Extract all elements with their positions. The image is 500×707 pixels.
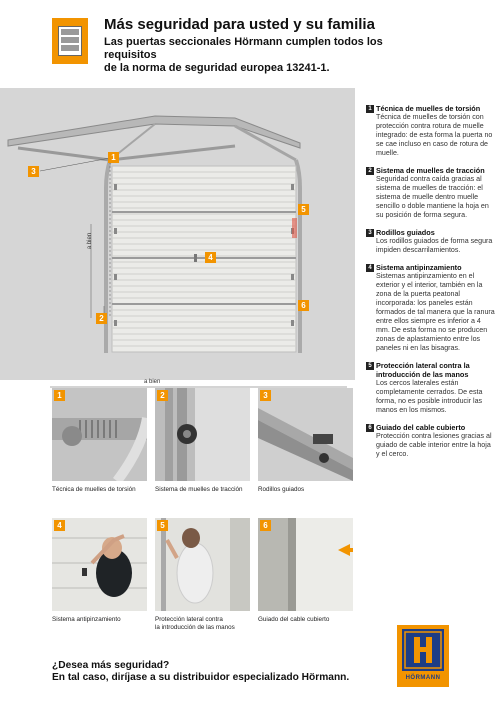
photo-badge-1: 1 — [54, 390, 65, 401]
photo-torsion-springs — [52, 388, 147, 481]
photo-covered-cable — [258, 518, 353, 611]
photo-badge-5: 5 — [157, 520, 168, 531]
badge-1: 1 — [108, 152, 119, 163]
photo-tension-springs — [155, 388, 250, 481]
footer-question: ¿Desea más seguridad? — [52, 660, 170, 671]
footer-answer: En tal caso, diríjase a su distribuidor especializado Hörmann. — [52, 672, 350, 683]
feature-item-1: 1 Técnica de muelles de torsión Técnica de muelles de torsión con protección contra rotura de muelle integrado: de esta forma la puerta no se cae incluso en caso de rotura de muelle. — [366, 104, 496, 158]
caption-anti-pinch: Sistema antipinzamiento — [52, 616, 121, 623]
caption-covered-cable: Guiado del cable cubierto — [258, 616, 330, 623]
photo-guided-rollers — [258, 388, 353, 481]
page-subtitle: Las puertas seccionales Hörmann cumplen todos los requisitos de la norma de seguridad europea 13241-1. — [104, 36, 383, 74]
caption-side-protection: Protección lateral contra la introducción de las manos — [155, 616, 235, 631]
badge-6: 6 — [298, 300, 309, 311]
hormann-logo — [397, 625, 449, 687]
side-protection-image — [155, 518, 250, 611]
badge-4: 4 — [205, 252, 216, 263]
photo-badge-6: 6 — [260, 520, 271, 531]
photo-badge-4: 4 — [54, 520, 65, 531]
caption-tension: Sistema de muelles de tracción — [155, 486, 243, 493]
photo-badge-3: 3 — [260, 390, 271, 401]
photo-anti-pinch — [52, 518, 147, 611]
feature-item-2: 2 Sistema de muelles de tracción Seguridad contra caída gracias al sistema de muelles de tracción: el sistema de muelle dentro muelle sencillo o doble mantiene la hoja en su posición de forma segura. — [366, 166, 496, 220]
garage-door-logo-icon — [52, 18, 88, 64]
page-title: Más seguridad para usted y su familia — [104, 16, 375, 33]
badge-5: 5 — [298, 204, 309, 215]
torsion-spring-image — [52, 388, 147, 481]
feature-list — [366, 104, 496, 467]
badge-2: 2 — [96, 313, 107, 324]
badge-3: 3 — [28, 166, 39, 177]
feature-item-4: 4 Sistema antipinzamiento Sistemas antipinzamiento en el exterior y el interior, también en la zona de la puerta peatonal incorporada: los paneles están formados de tal manera que la ranura entre ellos siempre es inferior a 4 mm. De esta forma no se producen zonas de aplastamiento entre los paneles ni en las bisagras. — [366, 263, 496, 353]
photo-badge-2: 2 — [157, 390, 168, 401]
tension-spring-image — [155, 388, 250, 481]
caption-torsion: Técnica de muelles de torsión — [52, 486, 136, 493]
footer-cta — [52, 660, 349, 684]
feature-item-6: 6 Guiado del cable cubierto Protección contra lesiones gracias al guiado de cable interior entre la hoja y el cerco. — [366, 423, 496, 459]
garage-door-illustration — [0, 88, 355, 380]
anti-pinch-image — [52, 518, 147, 611]
caption-rollers: Rodillos guiados — [258, 486, 305, 493]
hormann-h-icon — [402, 629, 444, 671]
covered-cable-image — [258, 518, 353, 611]
feature-item-5: 5 Protección lateral contra la introducción de las manos Los cercos laterales están completamente cerrados. De esta forma, no es posible introducir las manos en los mismos. — [366, 361, 496, 415]
dimension-label: a bien — [87, 232, 94, 250]
photo-side-protection — [155, 518, 250, 611]
guided-roller-image — [258, 388, 353, 481]
feature-item-3: 3 Rodillos guiados Los rodillos guiados de forma segura impiden descarrilamientos. — [366, 228, 496, 255]
row-dimension-label: a bien — [144, 379, 161, 385]
hormann-brand-name: HÖRMANN — [405, 675, 441, 681]
page-header — [0, 0, 500, 82]
